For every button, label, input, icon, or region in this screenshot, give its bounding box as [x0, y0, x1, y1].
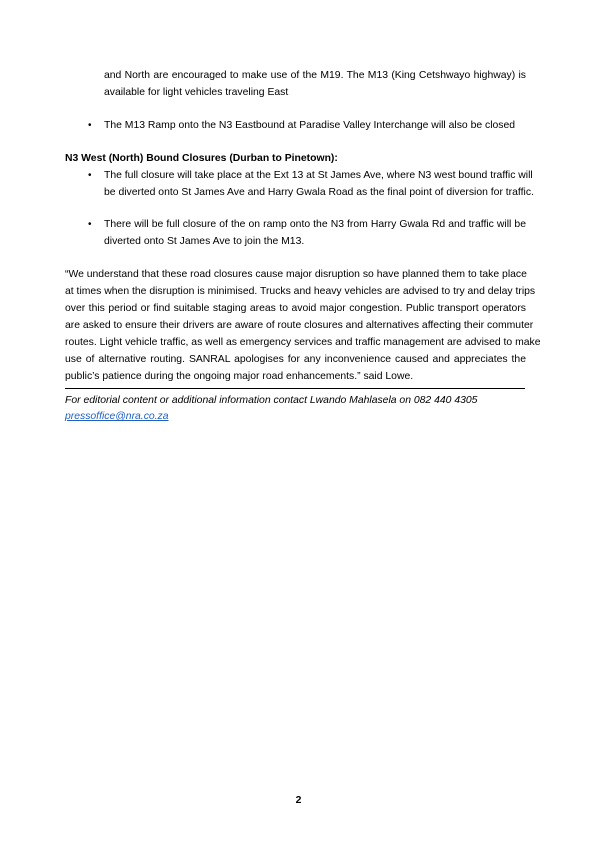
bullet-item-ext13-line1: The full closure will take place at the Ext 13 at St James Ave, where N3 west bound traffic will	[104, 170, 533, 181]
quote-line: use of alternative routing. SANRAL apologises for any inconvenience caused and appreciates the	[65, 354, 526, 365]
bullet-item-onramp-line1: There will be full closure of the on ramp onto the N3 from Harry Gwala Rd and traffic will be	[104, 219, 526, 230]
page-number: 2	[295, 795, 302, 806]
quote-line: at times when the disruption is minimised. Trucks and heavy vehicles are advised to try and delay trips	[65, 286, 536, 297]
paragraph-line: and North are encouraged to make use of the M19. The M13 (King Cetshwayo highway) is	[104, 70, 526, 81]
section-heading: N3 West (North) Bound Closures (Durban to Pinetown):	[65, 153, 338, 164]
contact-info: For editorial content or additional information contact Lwando Mahlasela on 082 440 4305	[65, 395, 478, 406]
paragraph-line: available for light vehicles traveling East	[104, 87, 289, 98]
quote-line: routes. Light vehicle traffic, as well as emergency services and traffic management are advised to make	[65, 337, 541, 348]
quote-line: over this period or find suitable staging areas to avoid major congestion. Public transport operators	[65, 303, 526, 314]
divider	[65, 388, 525, 389]
bullet-marker: •	[88, 219, 92, 230]
quote-line: “We understand that these road closures cause major disruption so have planned them to take place	[65, 269, 527, 280]
bullet-marker: •	[88, 120, 92, 131]
quote-line: are asked to ensure their drivers are aware of route closures and alternatives affecting their commuter	[65, 320, 534, 331]
bullet-item-m13-ramp: The M13 Ramp onto the N3 Eastbound at Paradise Valley Interchange will also be closed	[104, 120, 516, 131]
press-email-link[interactable]: pressoffice@nra.co.za	[65, 411, 169, 422]
bullet-marker: •	[88, 170, 92, 181]
bullet-item-ext13-line2: be diverted onto St James Ave and Harry Gwala Road as the final point of diversion for traffic.	[104, 187, 534, 198]
quote-line: public’s patience during the ongoing major road enhancements.” said Lowe.	[65, 371, 414, 382]
bullet-item-onramp-line2: diverted onto St James Ave to join the M13.	[104, 236, 305, 247]
